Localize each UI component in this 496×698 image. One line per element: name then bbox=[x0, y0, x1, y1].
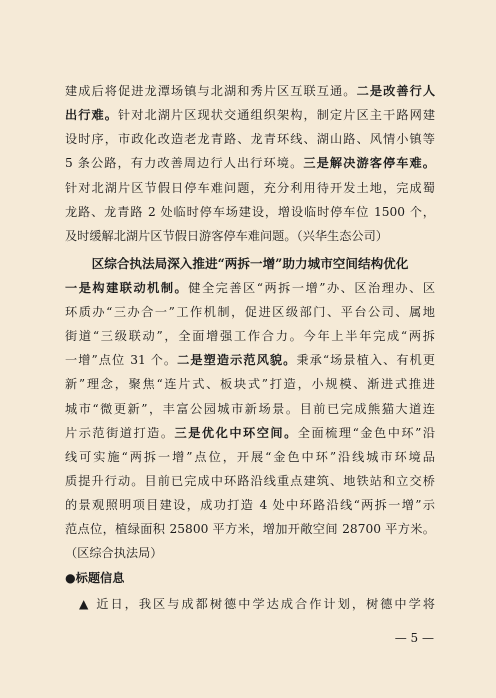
section-title: ●标题信息 bbox=[65, 571, 125, 585]
text-line: 一是构建联动机制。健全完善区“两拆一增”办、区治理办、区 bbox=[65, 281, 435, 295]
text-line: 线可实施“两拆一增”点位，开展“金色中环”沿线城市环境品 bbox=[65, 450, 435, 464]
text-line: 范点位，植绿面积 25800 平方米，增加开敞空间 28700 平方米。 bbox=[65, 522, 435, 536]
text-line: 及时缓解北湖片区节假日游客停车难问题。（兴华生态公司） bbox=[65, 229, 388, 243]
text-line: 质提升行动。目前已完成中环路沿线重点建筑、地铁站和立交桥 bbox=[65, 474, 435, 488]
text-line: 建成后将促进龙潭场镇与北湖和秀片区互联互通。二是改善行人 bbox=[65, 84, 435, 98]
text-line: 的景观照明项目建设，成功打造 4 处中环路沿线“两拆一增”示 bbox=[65, 498, 435, 512]
text-line: ▲ 近日，我区与成都树德中学达成合作计划，树德中学将 bbox=[79, 597, 435, 611]
page-number: — 5 — bbox=[394, 631, 434, 645]
text-line: 出行难。针对北湖片区现状交通组织架构，制定片区主干路网建 bbox=[65, 108, 435, 122]
section-heading: 区综合执法局深入推进“两拆一增”助力城市空间结构优化 bbox=[91, 256, 409, 271]
text-line: 龙路、龙青路 2 处临时停车场建设，增设临时停车位 1500 个， bbox=[65, 205, 435, 219]
text-line: 设时序，市政化改造老龙青路、龙青环线、湖山路、风情小镇等 bbox=[65, 132, 435, 146]
text-line: 街道“三级联动”，全面增强工作合力。今年上半年完成“两拆 bbox=[65, 329, 435, 343]
text-line: 城市“微更新”，丰富公园城市新场景。目前已完成熊猫大道连 bbox=[65, 402, 435, 416]
text-line: （区综合执法局） bbox=[65, 546, 163, 560]
text-line: 环质办“三办合一”工作机制，促进区级部门、平台公司、属地 bbox=[65, 305, 435, 319]
text-line: 针对北湖片区节假日停车难问题，充分利用待开发土地，完成蜀 bbox=[65, 181, 435, 195]
text-line: 一增”点位 31 个。二是塑造示范风貌。秉承“场景植入、有机更 bbox=[65, 353, 435, 367]
text-line: 5 条公路，有力改善周边行人出行环境。三是解决游客停车难。 bbox=[65, 156, 435, 170]
text-line: 片示范街道打造。三是优化中环空间。全面梳理“金色中环”沿 bbox=[65, 426, 435, 440]
text-line: 新”理念，聚焦“连片式、板块式”打造，小规模、渐进式推进 bbox=[65, 377, 435, 391]
